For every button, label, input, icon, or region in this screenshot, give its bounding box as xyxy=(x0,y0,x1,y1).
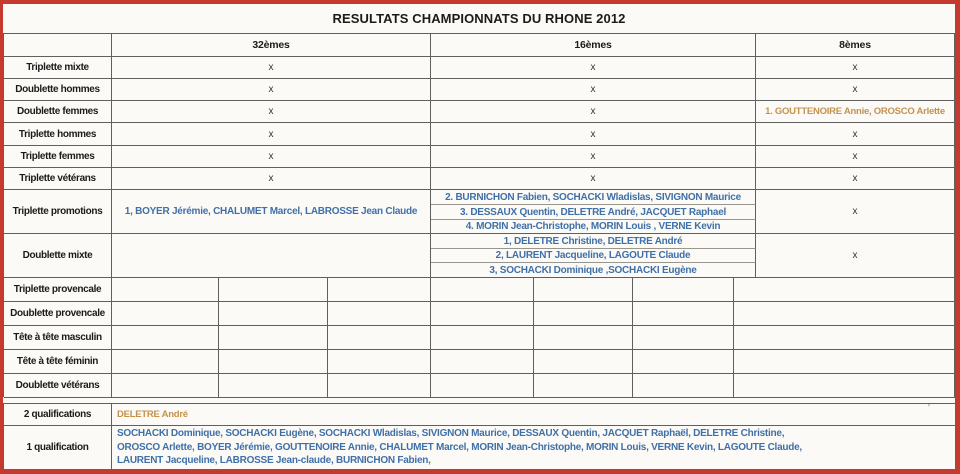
label-2-qualifications-text: 2 qualifications xyxy=(23,409,92,420)
row-label-doublette-veterans: Doublette vétérans xyxy=(4,374,112,398)
cell-8emes: x xyxy=(756,79,955,101)
cell-16emes-team-4: 4. MORIN Jean-Christophe, MORIN Louis , VERNE Kevin xyxy=(431,220,756,234)
cell-16emes-team-1: 1, DELETRE Christine, DELETRE André xyxy=(431,234,756,249)
empty-cell xyxy=(734,302,955,326)
empty-cell xyxy=(112,374,219,398)
header-corner-cell xyxy=(4,34,112,57)
row-label-triplette-hommes: Triplette hommes xyxy=(4,123,112,146)
empty-cell xyxy=(431,374,534,398)
row-label-triplette-veterans: Triplette vétérans xyxy=(4,168,112,190)
cell-16emes: x xyxy=(431,79,756,101)
empty-cell xyxy=(633,326,734,350)
label-2-qualifications xyxy=(4,404,112,426)
cell-16emes: x xyxy=(431,123,756,146)
empty-cell xyxy=(112,350,219,374)
cell-16emes-team-3: 3, SOCHACKI Dominique ,SOCHACKI Eugène xyxy=(431,263,756,278)
empty-cell xyxy=(534,278,633,302)
row-label-doublette-hommes: Doublette hommes xyxy=(4,79,112,101)
empty-cell xyxy=(431,350,534,374)
cell-8emes: x xyxy=(756,168,955,190)
row-label-triplette-provencale: Triplette provencale xyxy=(4,278,112,302)
empty-cell xyxy=(328,302,431,326)
empty-cell xyxy=(328,326,431,350)
qualification-names-line-3: LAURENT Jacqueline, LABROSSE Jean-claude, BURNICHON Fabien, xyxy=(117,455,431,467)
cell-32emes: x xyxy=(112,168,431,190)
row-label-tete-a-tete-feminin: Tête à tête féminin xyxy=(4,350,112,374)
column-header-8emes: 8èmes xyxy=(756,34,955,57)
cell-32emes: x xyxy=(112,101,431,123)
empty-cell xyxy=(112,302,219,326)
empty-cell xyxy=(734,326,955,350)
empty-cell xyxy=(534,326,633,350)
empty-cell xyxy=(328,350,431,374)
cell-16emes-team-3: 3. DESSAUX Quentin, DELETRE André, JACQUET Raphael xyxy=(431,205,756,220)
row-label-triplette-femmes: Triplette femmes xyxy=(4,146,112,168)
cell-16emes: x xyxy=(431,168,756,190)
scan-frame-bottom xyxy=(0,469,960,474)
cell-32emes: x xyxy=(112,79,431,101)
empty-cell xyxy=(633,350,734,374)
empty-cell xyxy=(328,374,431,398)
empty-cell xyxy=(633,278,734,302)
page-title: RESULTATS CHAMPIONNATS DU RHONE 2012 xyxy=(332,11,626,26)
qualification-names-line-1: SOCHACKI Dominique, SOCHACKI Eugène, SOCHACKI Wladislas, SIVIGNON Maurice, DESSAUX Quentin, JACQUET Raphaël, DELETRE Christine, xyxy=(117,428,785,440)
cell-8emes: x xyxy=(756,146,955,168)
cell-32emes: x xyxy=(112,146,431,168)
label-1-qualification xyxy=(4,426,112,470)
row-label-doublette-femmes: Doublette femmes xyxy=(4,101,112,123)
row-label-triplette-promotions: Triplette promotions xyxy=(4,190,112,234)
empty-cell xyxy=(633,302,734,326)
empty-cell xyxy=(219,302,328,326)
cell-8emes: x xyxy=(756,123,955,146)
empty-cell xyxy=(219,374,328,398)
empty-cell xyxy=(734,278,955,302)
scan-speck-artifact: ' xyxy=(928,403,930,414)
column-header-32emes: 32èmes xyxy=(112,34,431,57)
empty-cell xyxy=(431,278,534,302)
cell-8emes: x xyxy=(756,57,955,79)
row-label-triplette-mixte: Triplette mixte xyxy=(4,57,112,79)
cell-16emes-team-2: 2. BURNICHON Fabien, SOCHACKI Wladislas, SIVIGNON Maurice xyxy=(431,190,756,205)
empty-cell xyxy=(431,302,534,326)
cell-16emes-team-2: 2, LAURENT Jacqueline, LAGOUTE Claude xyxy=(431,249,756,263)
cell-8emes: x xyxy=(756,190,955,234)
qualification-names-line-2: OROSCO Arlette, BOYER Jérémie, GOUTTENOIRE Annie, CHALUMET Marcel, MORIN Jean-Christophe, MORIN Louis, VERNE Kevin, LAGOUTE Claude, xyxy=(117,441,802,453)
row-label-tete-a-tete-masculin: Tête à tête masculin xyxy=(4,326,112,350)
cell-8emes-winners: 1. GOUTTENOIRE Annie, OROSCO Arlette xyxy=(756,101,955,123)
empty-cell xyxy=(633,374,734,398)
empty-cell xyxy=(328,278,431,302)
scan-frame-right xyxy=(955,0,960,474)
empty-cell xyxy=(219,350,328,374)
results-table xyxy=(3,33,955,397)
empty-cell xyxy=(112,278,219,302)
empty-cell xyxy=(534,350,633,374)
empty-cell xyxy=(534,302,633,326)
cell-2-qualifications-names: DELETRE André xyxy=(112,404,956,426)
qualifications-table xyxy=(3,403,955,469)
empty-cell xyxy=(219,278,328,302)
row-label-doublette-mixte: Doublette mixte xyxy=(4,234,112,278)
empty-cell xyxy=(734,374,955,398)
column-header-16emes: 16èmes xyxy=(431,34,756,57)
cell-32emes: x xyxy=(112,123,431,146)
cell-16emes: x xyxy=(431,57,756,79)
cell-1-qualification-names xyxy=(112,426,956,470)
cell-32emes-empty xyxy=(112,234,431,278)
row-label-doublette-provencale: Doublette provencale xyxy=(4,302,112,326)
cell-32emes-team: 1, BOYER Jérémie, CHALUMET Marcel, LABROSSE Jean Claude xyxy=(112,190,431,234)
empty-cell xyxy=(219,326,328,350)
cell-16emes: x xyxy=(431,101,756,123)
cell-16emes: x xyxy=(431,146,756,168)
cell-8emes: x xyxy=(756,234,955,278)
scan-frame-top xyxy=(0,0,960,4)
empty-cell xyxy=(112,326,219,350)
cell-32emes: x xyxy=(112,57,431,79)
empty-cell xyxy=(431,326,534,350)
scan-frame-left xyxy=(0,0,3,474)
empty-cell xyxy=(534,374,633,398)
label-1-qualification-text: 1 qualification xyxy=(26,442,89,453)
empty-cell xyxy=(734,350,955,374)
